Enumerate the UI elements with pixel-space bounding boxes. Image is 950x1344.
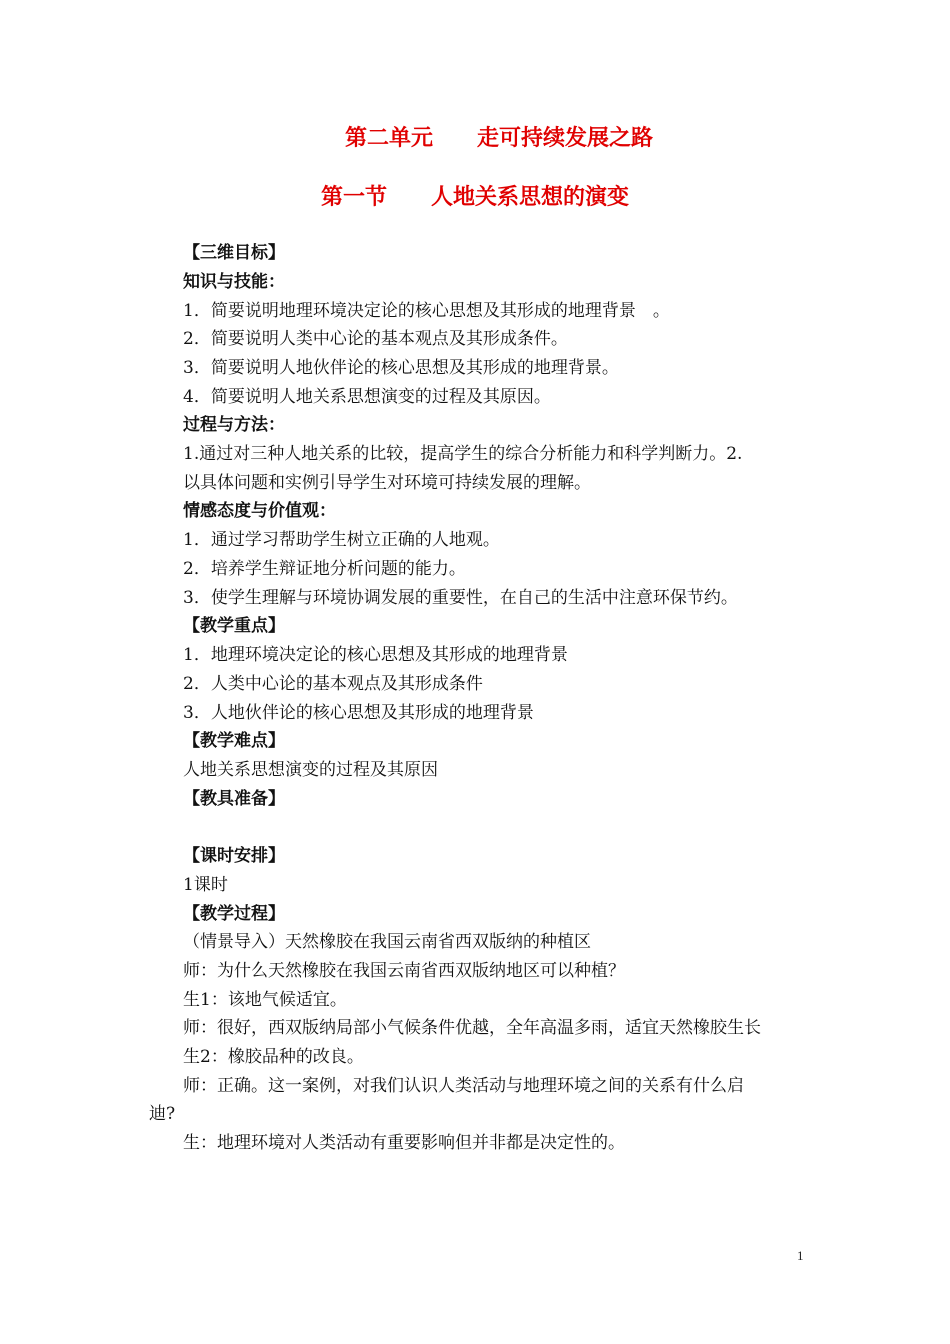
process-method-line: 1.通过对三种人地关系的比较，提高学生的综合分析能力和科学判断力。2. xyxy=(183,444,743,464)
process-method-heading: 过程与方法： xyxy=(183,415,285,435)
teaching-process-heading: 【教学过程】 xyxy=(183,904,285,924)
dialogue-line: 生：地理环境对人类活动有重要影响但并非都是决定性的。 xyxy=(149,1133,625,1153)
knowledge-item: 4．简要说明人地关系思想演变的过程及其原因。 xyxy=(183,387,551,407)
dialogue-line: 师：正确。这一案例，对我们认识人类活动与地理环境之间的关系有什么启 xyxy=(149,1076,744,1096)
section-title: 第一节 人地关系思想的演变 xyxy=(320,185,629,210)
emotion-heading: 情感态度与价值观： xyxy=(183,501,336,521)
dialogue-line: 迪? xyxy=(149,1104,176,1124)
dialogue-line: （情景导入）天然橡胶在我国云南省西双版纳的种植区 xyxy=(183,932,591,952)
schedule-heading: 【课时安排】 xyxy=(183,846,285,866)
key-point-item: 2．人类中心论的基本观点及其形成条件 xyxy=(183,674,483,694)
knowledge-heading: 知识与技能： xyxy=(183,272,285,292)
key-points-heading: 【教学重点】 xyxy=(183,616,285,636)
knowledge-item: 1．简要说明地理环境决定论的核心思想及其形成的地理背景 。 xyxy=(183,301,670,321)
key-point-item: 1．地理环境决定论的核心思想及其形成的地理背景 xyxy=(183,645,568,665)
emotion-item: 1．通过学习帮助学生树立正确的人地观。 xyxy=(183,530,500,550)
difficulty-text: 人地关系思想演变的过程及其原因 xyxy=(183,760,438,780)
knowledge-item: 2．简要说明人类中心论的基本观点及其形成条件。 xyxy=(183,329,568,349)
dialogue-line: 师：为什么天然橡胶在我国云南省西双版纳地区可以种植？ xyxy=(183,961,625,981)
emotion-item: 3．使学生理解与环境协调发展的重要性，在自己的生活中注意环保节约。 xyxy=(183,588,738,608)
dialogue-line: 生1：该地气候适宜。 xyxy=(183,990,347,1010)
schedule-text: 1课时 xyxy=(183,875,228,895)
knowledge-item: 3．简要说明人地伙伴论的核心思想及其形成的地理背景。 xyxy=(183,358,619,378)
dialogue-line: 师：很好，西双版纳局部小气候条件优越，全年高温多雨，适宜天然橡胶生长 xyxy=(183,1018,761,1038)
tools-heading: 【教具准备】 xyxy=(183,789,285,809)
key-point-item: 3．人地伙伴论的核心思想及其形成的地理背景 xyxy=(183,703,534,723)
difficulty-heading: 【教学难点】 xyxy=(183,731,285,751)
unit-title: 第二单元 走可持续发展之路 xyxy=(344,126,653,151)
emotion-item: 2．培养学生辩证地分析问题的能力。 xyxy=(183,559,466,579)
objectives-heading: 【三维目标】 xyxy=(183,243,285,263)
dialogue-line: 生2：橡胶品种的改良。 xyxy=(183,1047,364,1067)
process-method-line: 以具体问题和实例引导学生对环境可持续发展的理解。 xyxy=(183,473,591,493)
page-number: 1 xyxy=(797,1248,804,1263)
